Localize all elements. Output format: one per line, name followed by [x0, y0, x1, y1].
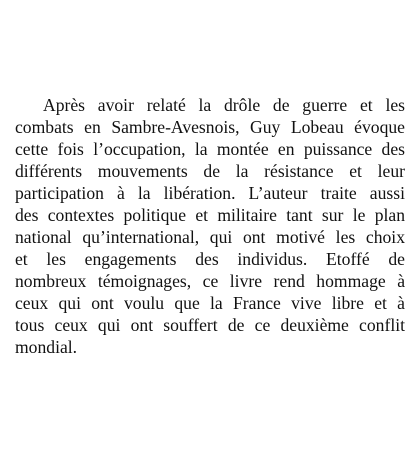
book-description-paragraph: [15, 94, 405, 358]
paragraph-line: mondial.: [15, 337, 78, 357]
paragraph-line: et les engagements des individus. Etoffé de: [15, 249, 405, 269]
paragraph-line: nombreux témoignages, ce livre rend hommage à: [15, 271, 405, 291]
paragraph-line: différents mouvements de la résistance et leur: [15, 161, 405, 181]
paragraph-line: cette fois l’occupation, la montée en puissance des: [15, 139, 405, 159]
paragraph-line: participation à la libération. L’auteur traite aussi: [15, 183, 405, 203]
paragraph-line: Après avoir relaté la drôle de guerre et les: [43, 95, 405, 115]
paragraph-line: national qu’international, qui ont motivé les choix: [15, 227, 405, 247]
paragraph-line: des contextes politique et militaire tant sur le plan: [15, 205, 405, 225]
paragraph-line: ceux qui ont voulu que la France vive libre et à: [15, 293, 405, 313]
paragraph-line: combats en Sambre-Avesnois, Guy Lobeau évoque: [15, 117, 405, 137]
paragraph-line: tous ceux qui ont souffert de ce deuxième conflit: [15, 315, 405, 335]
